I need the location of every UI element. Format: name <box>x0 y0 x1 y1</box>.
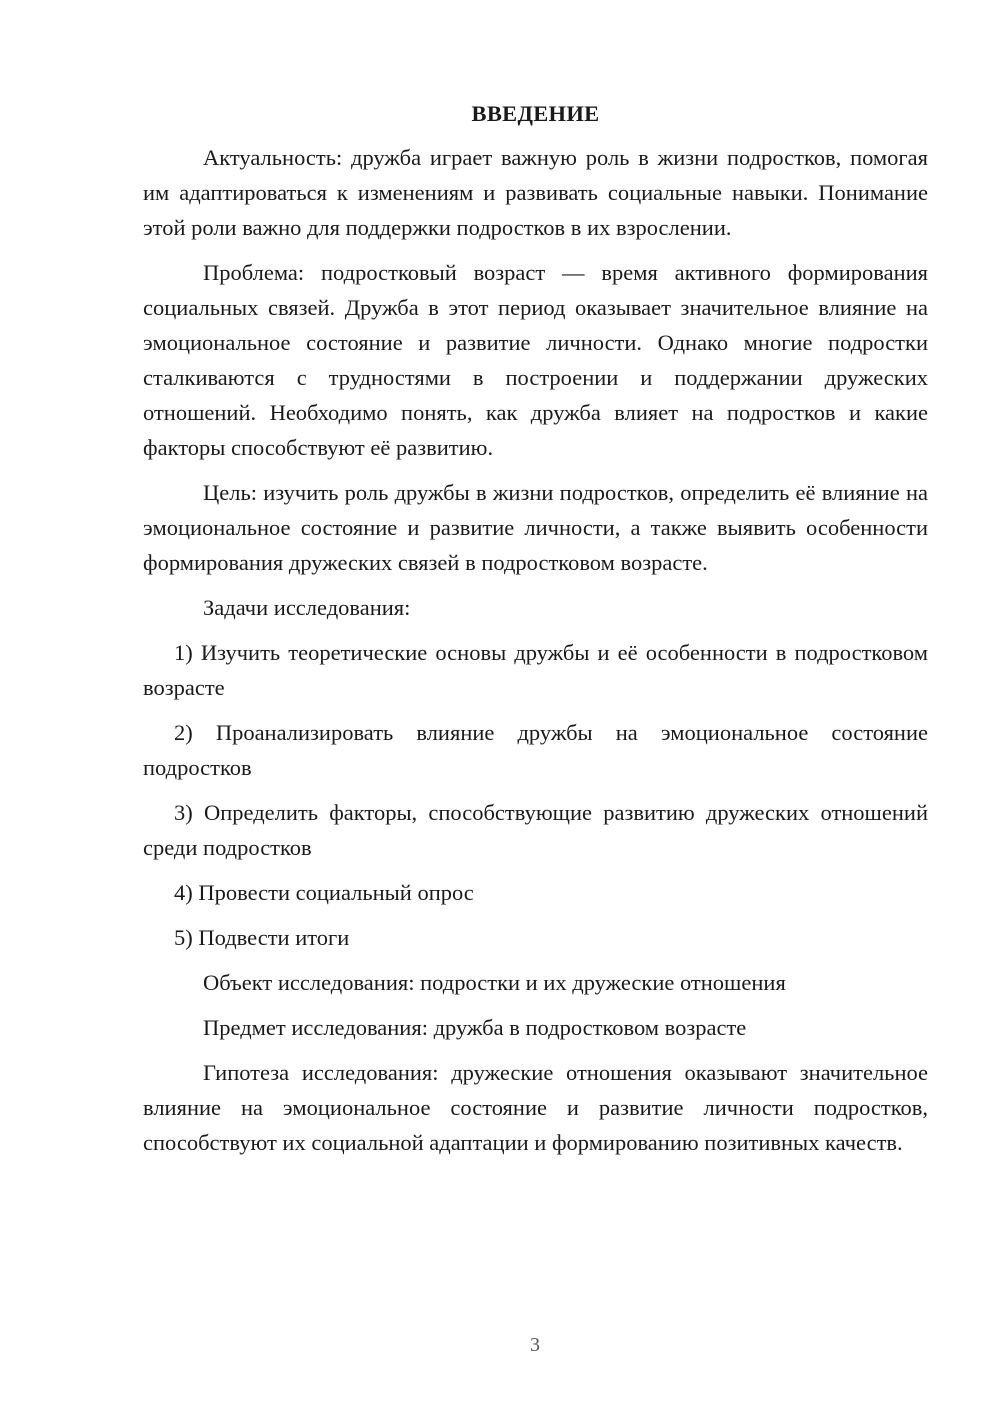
task-item-4: 4) Провести социальный опрос <box>174 880 474 905</box>
task-item-5: 5) Подвести итоги <box>174 925 350 950</box>
paragraph-hypothesis: Гипотеза исследования: дружеские отношения оказывают значительное влияние на эмоциональное состояние и развитие личности подростков, способствуют их социальной адаптации и формированию позитивных качеств. <box>143 1060 928 1155</box>
paragraph-goal: Цель: изучить роль дружбы в жизни подростков, определить её влияние на эмоциональное состояние и развитие личности, а также выявить особенности формирования дружеских связей в подростковом возрасте. <box>143 480 928 575</box>
tasks-heading: Задачи исследования: <box>203 595 411 620</box>
paragraph-object: Объект исследования: подростки и их дружеские отношения <box>203 970 786 995</box>
page-content <box>143 96 928 1170</box>
task-item-1: 1) Изучить теоретические основы дружбы и её особенности в подростковом возрасте <box>143 640 928 700</box>
paragraph-problem: Проблема: подростковый возраст — время активного формирования социальных связей. Дружба в этот период оказывает значительное влияние на эмоциональное состояние и развитие личности. Однако многие подростки сталкиваются с трудностями в построении и поддержании дружеских отношений. Необходимо понять, как дружба влияет на подростков и какие факторы способствуют её развитию. <box>143 260 928 460</box>
section-title: ВВЕДЕНИЕ <box>471 101 600 126</box>
task-item-2: 2) Проанализировать влияние дружбы на эмоциональное состояние подростков <box>143 720 928 780</box>
task-item-3: 3) Определить факторы, способствующие развитию дружеских отношений среди подростков <box>143 800 928 860</box>
page-number: 3 <box>530 1334 540 1356</box>
paragraph-relevance: Актуальность: дружба играет важную роль в жизни подростков, помогая им адаптироваться к изменениям и развивать социальные навыки. Понимание этой роли важно для поддержки подростков в их взрослении. <box>143 145 928 240</box>
paragraph-subject: Предмет исследования: дружба в подростковом возрасте <box>203 1015 747 1040</box>
